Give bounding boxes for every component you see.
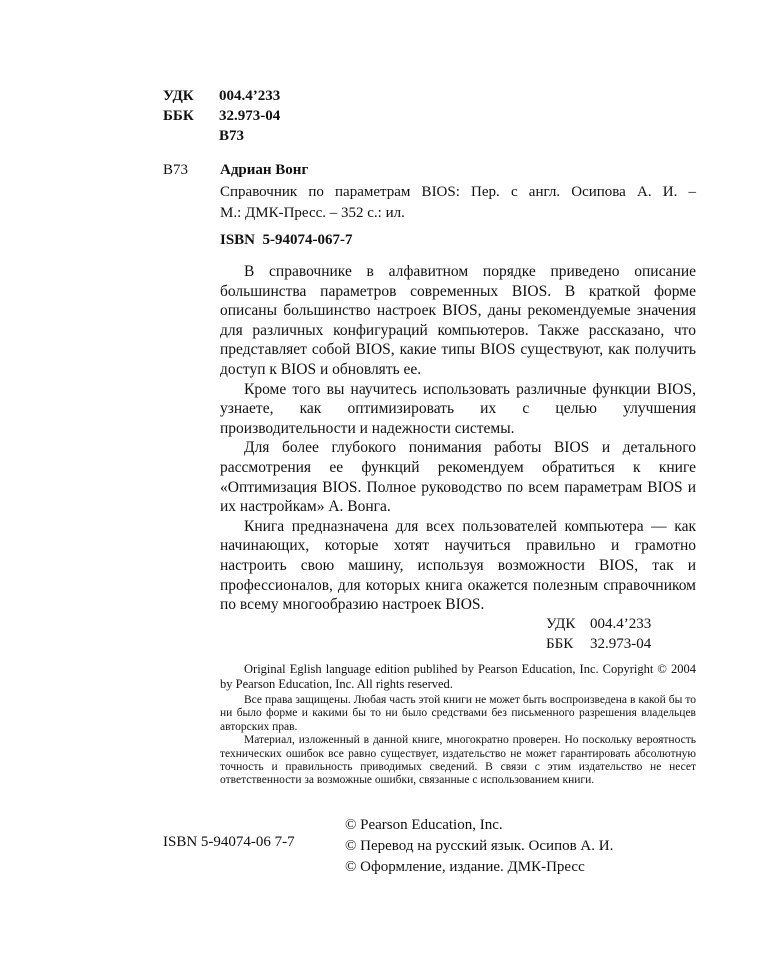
rights-reserved-text: Все права защищены. Любая часть этой книги не может быть воспроизведена в какой бы то ни было форме и какими бы то ни было средствами без письменного разрешения владельцев авторских прав.: [220, 694, 696, 733]
isbn-label: ISBN: [220, 232, 256, 248]
copyright-line: © Перевод на русский язык. Осипов А. И.: [345, 838, 614, 854]
isbn: [220, 232, 353, 249]
udk-value: 004.4’233: [219, 88, 281, 104]
udk-label: УДК: [546, 616, 576, 632]
classification-header: [163, 86, 280, 146]
annotation-paragraph: Книга предназначена для всех пользователей компьютера — как начинающих, которые хотят научиться правильно и грамотно настроить свою машину, используя возможности BIOS, так и профессионалов, для которых книга окажется полезным справочником по всему многообразию настроек BIOS.: [220, 517, 696, 614]
bbk-value: 32.973-04: [219, 108, 281, 124]
bbk-value: 32.973-04: [590, 636, 652, 652]
legal-notices: [220, 694, 696, 788]
udk-value: 004.4’233: [590, 616, 652, 632]
copyright-block: [345, 815, 613, 878]
copyright-line: © Pearson Education, Inc.: [345, 817, 503, 833]
original-edition-text: Original Eglish language edition publihed by Pearson Education, Inc. Copyright © 2004 by Pearson Education, Inc. All rights reserved.: [220, 662, 696, 691]
copyright-line: © Оформление, издание. ДМК-Пресс: [345, 859, 585, 875]
classification-codes: [546, 614, 651, 654]
author-mark: В73: [219, 128, 245, 144]
biblio-line: М.: ДМК-Пресс. – 352 с.: ил.: [220, 205, 405, 221]
udk-label: УДК: [163, 88, 194, 104]
original-edition-notice: [220, 662, 696, 692]
disclaimer-text: Материал, изложенный в данной книге, многократно проверен. Но поскольку вероятность технических ошибок все равно существует, издательство не может гарантировать абсолютную точность и правильность приводимых сведений. В связи с этим издательство не несет ответственности за возможные ошибки, связанные с использованием книги.: [220, 734, 696, 787]
entry-code: В73: [163, 162, 189, 178]
author-name: Адриан Вонг: [220, 162, 309, 178]
footer-isbn: ISBN 5-94074-06 7-7: [163, 834, 295, 850]
annotation-paragraph: В справочнике в алфавитном порядке приведено описание большинства параметров современных BIOS. В краткой форме описаны большинство настроек BIOS, даны рекомендуемые значения для различных конфигураций компьютеров. Также рассказано, что представляет собой BIOS, какие типы BIOS существуют, как получить доступ к BIOS и обновлять ее.: [220, 263, 696, 378]
annotation-paragraph: Для более глубокого понимания работы BIOS и детального рассмотрения ее функций рекомендуем обратиться к книге «Оптимизация BIOS. Полное руководство по всем параметрам BIOS и их настройкам» А. Вонга.: [220, 439, 696, 516]
isbn-value: 5-94074-067-7: [262, 232, 353, 248]
bibliographic-description: [220, 182, 696, 224]
bbk-label: ББК: [546, 636, 574, 652]
biblio-line: Справочник по параметрам BIOS: Пер. с англ. Осипова А. И. –: [220, 184, 696, 200]
bbk-label: ББК: [163, 108, 194, 124]
annotation-paragraph: Кроме того вы научитесь использовать различные функции BIOS, узнаете, как оптимизировать их с целью улучшения производительности и надежности системы.: [220, 380, 696, 437]
annotation: [220, 262, 696, 615]
